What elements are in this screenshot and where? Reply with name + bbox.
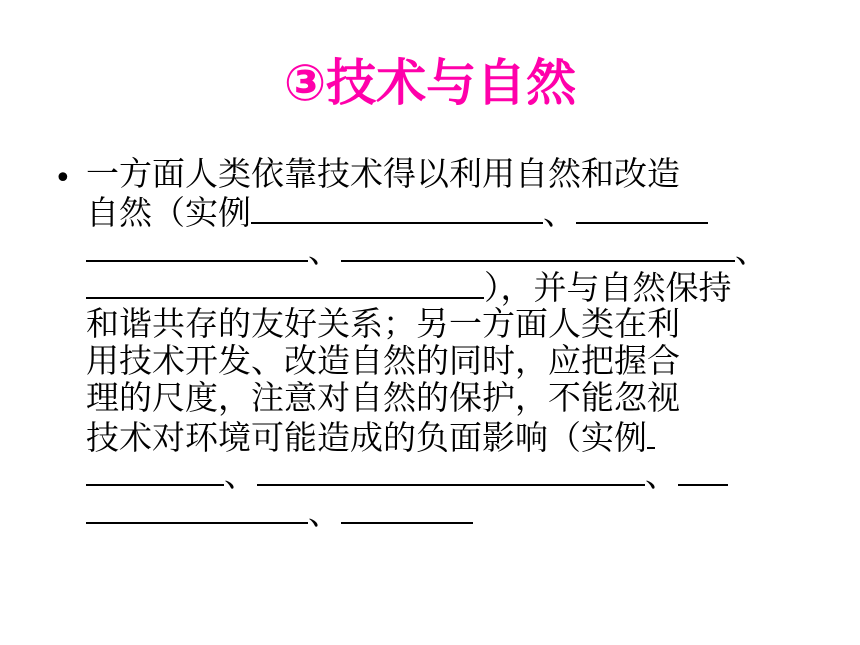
slide-title: ③技术与自然 <box>283 54 577 112</box>
text-line-10 <box>86 492 791 532</box>
line-2-text: 自然（实例 <box>86 193 251 233</box>
separator-3: 、 <box>735 230 768 270</box>
line-6-text: 用技术开发、改造自然的同时，应把握合 <box>86 340 680 380</box>
text-line-4 <box>86 267 791 308</box>
text-line-9 <box>86 454 791 495</box>
line-5-text: 和谐共存的友好关系；另一方面人类在利 <box>86 303 680 343</box>
fill-blank-5 <box>86 267 484 299</box>
separator-5: 、 <box>645 455 678 495</box>
text-line-2 <box>86 192 791 233</box>
text-line-1 <box>86 155 791 192</box>
text-line-7 <box>86 379 791 416</box>
fill-blank-7 <box>86 454 224 486</box>
fill-blank-11 <box>341 492 473 524</box>
fill-blank-3 <box>86 230 308 262</box>
line-8-text: 技术对环境可能造成的负面影响（实例 <box>86 417 647 457</box>
line-4-text: ），并与自然保持 <box>484 268 732 308</box>
fill-blank-1 <box>251 192 543 224</box>
fill-blank-10 <box>86 492 308 524</box>
line-7-text: 理的尺度，注意对自然的保护，不能忽视 <box>86 378 680 418</box>
text-line-6 <box>86 342 791 379</box>
separator-6: 、 <box>308 492 341 532</box>
text-line-8 <box>86 417 791 457</box>
line-1-text: 一方面人类依靠技术得以利用自然和改造 <box>86 154 680 193</box>
fill-blank-8 <box>257 454 645 486</box>
text-line-3 <box>86 230 791 270</box>
separator-4: 、 <box>224 455 257 495</box>
separator-1: 、 <box>543 193 576 233</box>
bullet-marker: • <box>54 161 72 196</box>
fill-blank-9 <box>678 454 728 486</box>
fill-blank-6 <box>647 417 655 449</box>
fill-blank-4 <box>341 230 735 262</box>
text-line-5 <box>86 305 791 342</box>
fill-blank-2 <box>576 192 708 224</box>
separator-2: 、 <box>308 230 341 270</box>
body-text <box>86 154 791 532</box>
